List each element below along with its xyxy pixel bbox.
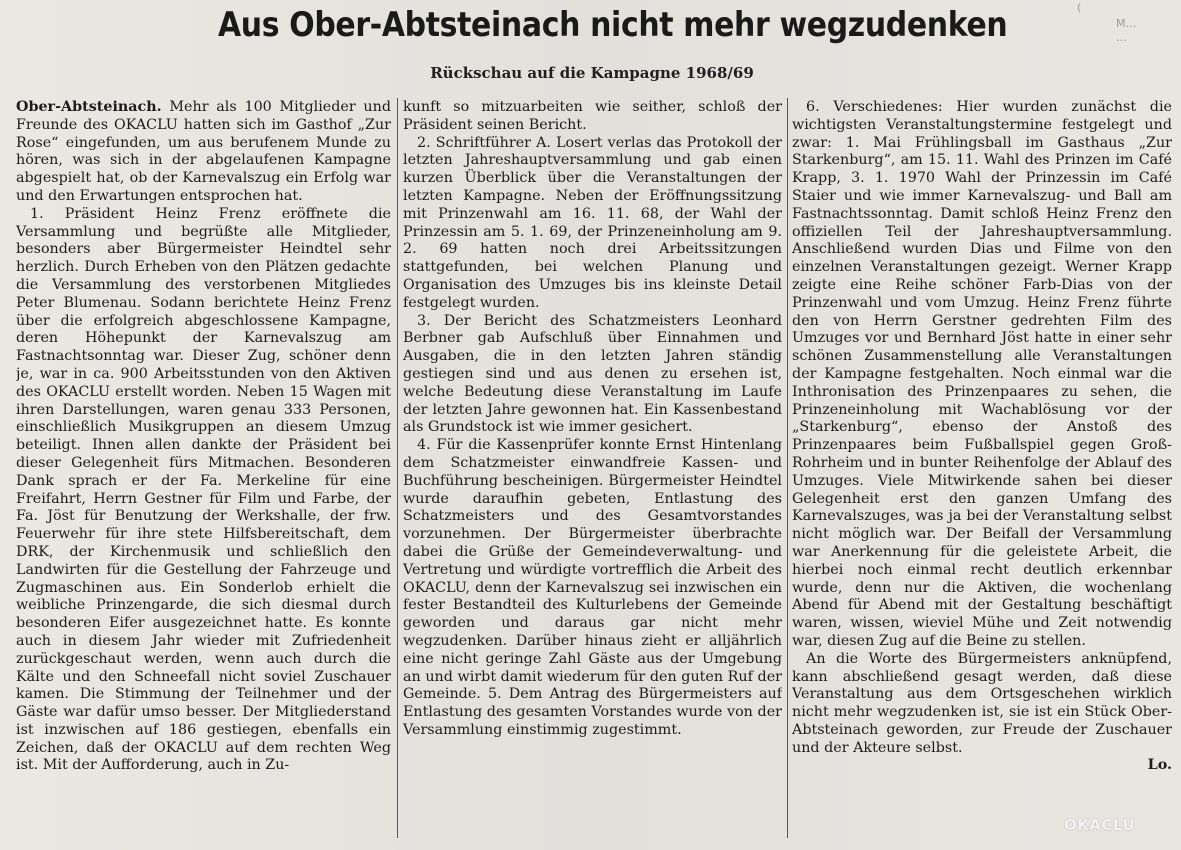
paragraph: 2. Schriftführer A. Losert verlas das Protokoll der letzten Jahreshauptversammlung und gab einen kurzen Überblick über die Veranstaltungen der letzten Kampagne. Neben der Eröffnungssitzung mit Prinzenwahl am 16. 11. 68, der Wahl der Prinzessin am 5. 1. 69, der Prinzeneinholung am 9. 2. 69 hatten noch drei Arbeitssitzungen stattgefunden, bei welchen Planung und Organisation des Umzuges bis ins kleinste Detail festgelegt wurden.	[403, 134, 782, 311]
paragraph: 3. Der Bericht des Schatzmeisters Leonhard Berbner gab Aufschluß über Einnahmen und Ausgaben, die in den letzten Jahren ständig gestiegen sind und aus denen zu ersehen ist, welche Bedeutung diese Veranstaltung im Laufe der letzten Jahre gewonnen hat. Ein Kassenbestand als Grundstock ist wie immer gesichert.	[403, 312, 782, 436]
column-divider	[397, 98, 398, 838]
paragraph: 1. Präsident Heinz Frenz eröffnete die Versammlung und begrüßte alle Mitglieder, besonders aber Bürgermeister Heindtel sehr herzlich. Durch Erheben von den Plätzen gedachte die Versammlung des verstorbenen Mitgliedes Peter Blumenau. Sodann berichtete Heinz Frenz über die erfolgreich abgeschlossene Kampagne, deren Höhepunkt der Karnevalszug am Fastnachtsonntag war. Dieser Zug, schöner denn je, war in ca. 900 Arbeitsstunden von den Aktiven des OKACLU erstellt worden. Neben 15 Wagen mit ihren Darstellungen, waren genau 333 Personen, einschließlich Musikgruppen an diesem Umzug beteiligt. Ihnen allen dankte der Präsident bei dieser Gelegenheit fürs Mitmachen. Besonderen Dank sprach er der Fa. Merkeline für eine Freifahrt, Herrn Gestner für Film und Farbe, der Fa. Jöst für Benutzung der Werkshalle, der frw. Feuerwehr für ihre stete Hilfsbereitschaft, dem DRK, der Kirchenmusik und schließlich den Landwirten für die Gestellung der Fahrzeuge und Zugmaschinen aus. Ein Sonderlob erhielt die weibliche Prinzengarde, die sich diesmal durch besonderen Eifer ausgezeichnet hatte. Es konnte auch in diesem Jahr wieder mit Zufriedenheit zurückgeschaut werden, wenn auch durch die Kälte und den Schneefall nicht soviel Zuschauer kamen. Die Stimmung der Teilnehmer und der Gäste war dafür umso besser. Der Mitgliederstand ist inzwischen auf 186 gestiegen, ebenfalls ein Zeichen, daß der OKACLU auf dem rechten Weg ist. Mit der Aufforderung, auch in Zu-	[16, 205, 391, 774]
author-signature: Lo.	[1147, 757, 1172, 774]
paragraph-text: Mehr als 100 Mitglieder und Freunde des OKACLU hatten sich im Gasthof „Zur Rose“ eingefunden, um aus berufenem Munde zu hören, was sich in der abgelaufenen Kampagne abgespielt hat, ob der Karnevalszug ein Erfolg war und den Erwartungen entsprochen hat.	[16, 99, 391, 204]
article-column-2	[403, 99, 782, 841]
article-subtitle: Rückschau auf die Kampagne 1968/69	[430, 64, 754, 82]
paragraph	[16, 99, 391, 206]
column-divider	[787, 98, 788, 838]
paragraph: An die Worte des Bürgermeisters anknüpfend, kann abschließend gesagt werden, daß diese Veranstaltung aus dem Ortsgeschehen wirklich nicht mehr wegzudenken ist, sie ist ein Stück Ober-Abtsteinach geworden, zur Freude der Zuschauer und der Akteure selbst.	[792, 650, 1172, 756]
adjacent-article-fragment: ( M… …	[1077, 1, 1137, 44]
article-column-3	[792, 99, 1172, 841]
article-headline: Aus Ober-Abtsteinach nicht mehr wegzudenken	[218, 5, 1008, 45]
dateline: Ober-Abtsteinach.	[16, 99, 162, 115]
paragraph: 4. Für die Kassenprüfer konnte Ernst Hintenlang dem Schatzmeister einwandfreie Kassen- und Buchführung bescheinigen. Bürgermeister Heindtel wurde daraufhin gebeten, Entlastung des Schatzmeisters und des Gesamtvorstandes vorzunehmen. Der Bürgermeister überbrachte dabei die Grüße der Gemeindeverwaltung- und Vertretung und würdigte vortrefflich die Arbeit des OKACLU, denn der Karnevalszug sei inzwischen ein fester Bestandteil des Kulturlebens der Gemeinde geworden und daraus gar nicht mehr wegzudenken. Darüber hinaus zieht er alljährlich eine nicht geringe Zahl Gäste aus der Umgebung an und wirbt damit wiederum für den guten Ruf der Gemeinde. 5. Dem Antrag des Bürgermeisters auf Entlastung des gesamten Vorstandes wurde von der Versammlung einstimmig zugestimmt.	[403, 437, 782, 738]
paragraph: 6. Verschiedenes: Hier wurden zunächst die wichtigsten Veranstaltungstermine festgelegt und zwar: 1. Mai Frühlingsball im Gasthaus „Zur Starkenburg“, am 15. 11. Wahl des Prinzen im Café Krapp, 3. 1. 1970 Wahl der Prinzessin im Café Staier und wie immer Karnevalszug- und Ball am Fastnachtssonntag. Damit schloß Heinz Frenz den offiziellen Teil der Jahreshauptversammlung. Anschließend wurden Dias und Filme von den einzelnen Veranstaltungen gezeigt. Werner Krapp zeigte eine Reihe schöner Farb-Dias von der Prinzenwahl und vom Umzug. Heinz Frenz führte den von Herrn Gerstner gedrehten Film des Umzuges vor und Bernhard Jöst hatte in einer sehr schönen Zusammenstellung alle Veranstaltungen der Kampagne festgehalten. Noch einmal war die Inthronisation des Prinzenpaares zu sehen, die Prinzeneinholung mit Wachablösung vor der „Starkenburg“, ebenso der Anstoß des Prinzenpaares beim Fußballspiel gegen Groß-Rohrheim und in bunter Reihenfolge der Ablauf des Umzuges. Viele Mitwirkende sahen bei dieser Gelegenheit erst den ganzen Umfang des Karnevalszuges, was ja bei der Veranstaltung selbst nicht möglich war. Der Beifall der Versammlung war Anerkennung für die geleistete Arbeit, die hierbei noch einmal recht deutlich erkennbar wurde, denn nur die Aktiven, die wochenlang Abend für Abend mit der Gestaltung beschäftigt waren, wissen, wieviel Mühe und Zeit notwendig war, diesen Zug auf die Beine zu stellen.	[792, 99, 1172, 649]
paragraph: kunft so mitzuarbeiten wie seither, schloß der Präsident seinen Bericht.	[403, 99, 782, 133]
article-column-1	[16, 99, 391, 841]
watermark-text: OKACLU	[1064, 816, 1136, 834]
